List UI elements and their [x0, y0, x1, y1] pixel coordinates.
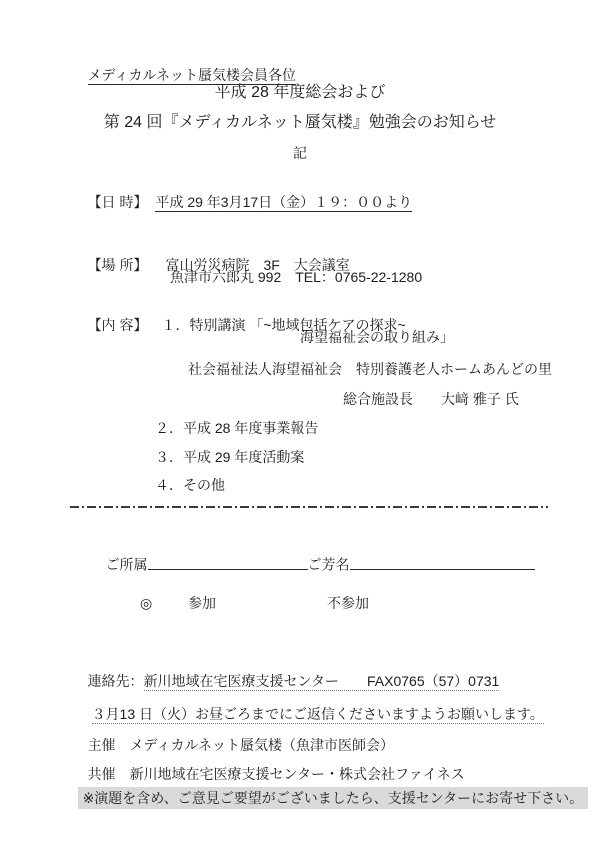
footnote-text: ※演題を含め、ご意見ご要望がございましたら、支援センターにお寄せ下さい。: [78, 787, 589, 809]
speaker-name: 総合施設長 大﨑 雅子 氏: [343, 391, 519, 407]
footnote: [62, 772, 588, 825]
cosponsor-label: 共催: [87, 766, 116, 782]
schedule-row: [72, 176, 412, 228]
title-line-2: 第 24 回『メディカルネット蜃気楼』勉強会のお知らせ: [103, 114, 497, 131]
venue-name: 富山労災病院 3F 大会議室: [165, 257, 350, 273]
cosponsor-value: 新川地域在宅医療支援センター・株式会社ファイネス: [129, 766, 465, 782]
organizer-value: メディカルネット蜃気楼（魚津市医師会）: [129, 737, 395, 753]
record-mark: 記: [293, 145, 307, 161]
venue-label: 【場 所】: [87, 257, 148, 273]
agenda-item-2: ２．平成 28 年度事業報告: [155, 420, 319, 436]
schedule-value: 平成 29 年3月17日（金）１９：００より: [155, 194, 413, 210]
reply-form-row: [90, 538, 535, 591]
decline-option: 不参加: [327, 595, 369, 611]
reply-deadline-text: ３月13 日（火）お昼ごろまでにご返信くださいますようお願いします。: [91, 705, 544, 722]
venue-address: 魚津市六郎丸 992 TEL：0765-22-1280: [170, 269, 423, 285]
title-line-1: 平成 28 年度総会および: [214, 84, 386, 101]
agenda-item-3: ３．平成 29 年度活動案: [155, 449, 305, 465]
cut-line: [70, 506, 548, 508]
name-blank: [350, 554, 535, 570]
name-label: ご芳名: [307, 556, 350, 573]
speaker-organization: 社会福祉法人海望福祉会 特別養護老人ホームあんどの里: [188, 361, 552, 377]
agenda-label: 【内 容】: [87, 317, 148, 333]
affiliation-blank: [148, 554, 308, 570]
organizer-label: 主催: [87, 737, 116, 753]
selection-mark-icon: ◎: [140, 595, 153, 611]
agenda-item-1-cont: 海望福祉会の取り組み」: [300, 329, 454, 345]
contact-label: 連絡先：: [87, 673, 144, 689]
affiliation-label: ご所属: [105, 556, 148, 573]
attend-option: 参加: [188, 595, 216, 611]
contact-value: 新川地域在宅医療支援センター FAX0765（57）0731: [143, 673, 500, 689]
schedule-label: 【日 時】: [87, 194, 148, 210]
recipient-text: メディカルネット蜃気楼会員各位: [87, 66, 297, 83]
agenda-item-4: ４．その他: [155, 477, 225, 493]
agenda-item-1: １．特別講演 「~地域包括ケアの探求~: [161, 317, 406, 333]
